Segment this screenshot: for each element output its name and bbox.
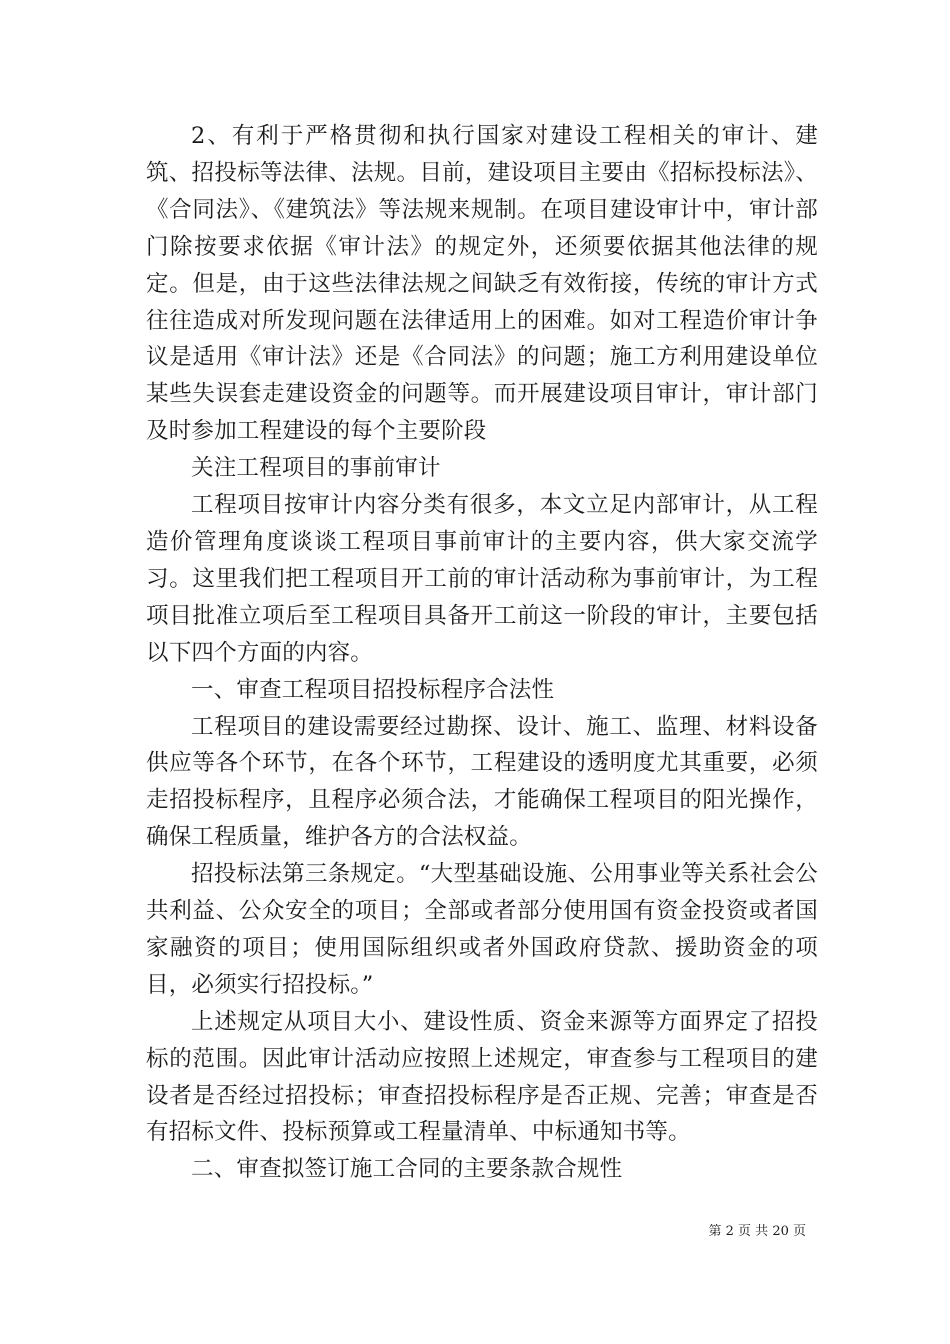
page-number-footer: 第 2 页 共 20 页 [708,1224,806,1239]
paragraph-audit-law-benefit: 2、有利于严格贯彻和执行国家对建设工程相关的审计、建筑、招投标等法律、法规。目前，建设项目主要由《招标投标法》、《合同法》、《建筑法》等法规来规制。在项目建设审计中，审计部门除按要求依据《审计法》的规定外，还须要依据其他法律的规定。但是，由于这些法律法规之间缺乏有效衔接，传统的审计方式往往造成对所发现问题在法律适用上的困难。如对工程造价审计争议是适用《审计法》还是《合同法》的问题；施工方利用建设单位某些失误套走建设资金的问题等。而开展建设项目审计，审计部门及时参加工程建设的每个主要阶段 [146,123,818,445]
heading-section-one: 一、审查工程项目招投标程序合法性 [191,676,555,703]
heading-pre-audit: 关注工程项目的事前审计 [191,455,441,482]
heading-section-two: 二、审查拟签订施工合同的主要条款合规性 [191,1156,623,1183]
paragraph-bidding-law-article: 招投标法第三条规定。“大型基础设施、公用事业等关系社会公共利益、公众安全的项目；全部或者部分使用国有资金投资或者国家融资的项目；使用国际组织或者外国政府贷款、援助资金的项目，必须实行招投标。” [146,861,818,998]
paragraph-pre-audit-intro: 工程项目按审计内容分类有很多，本文立足内部审计，从工程造价管理角度谈谈工程项目事前审计的主要内容，供大家交流学习。这里我们把工程项目开工前的审计活动称为事前审计，为工程项目批准立项后至工程项目具备开工前这一阶段的审计，主要包括以下四个方面的内容。 [146,492,818,666]
paragraph-bidding-scope: 上述规定从项目大小、建设性质、资金来源等方面界定了招投标的范围。因此审计活动应按照上述规定，审查参与工程项目的建设者是否经过招投标；审查招投标程序是否正规、完善；审查是否有招标文件、投标预算或工程量清单、中标通知书等。 [146,1008,818,1146]
document-body [146,118,818,1188]
paragraph-bidding-necessity: 工程项目的建设需要经过勘探、设计、施工、监理、材料设备供应等各个环节，在各个环节，工程建设的透明度尤其重要，必须走招投标程序，且程序必须合法，才能确保工程项目的阳光操作，确保工程质量，维护各方的合法权益。 [146,713,818,851]
